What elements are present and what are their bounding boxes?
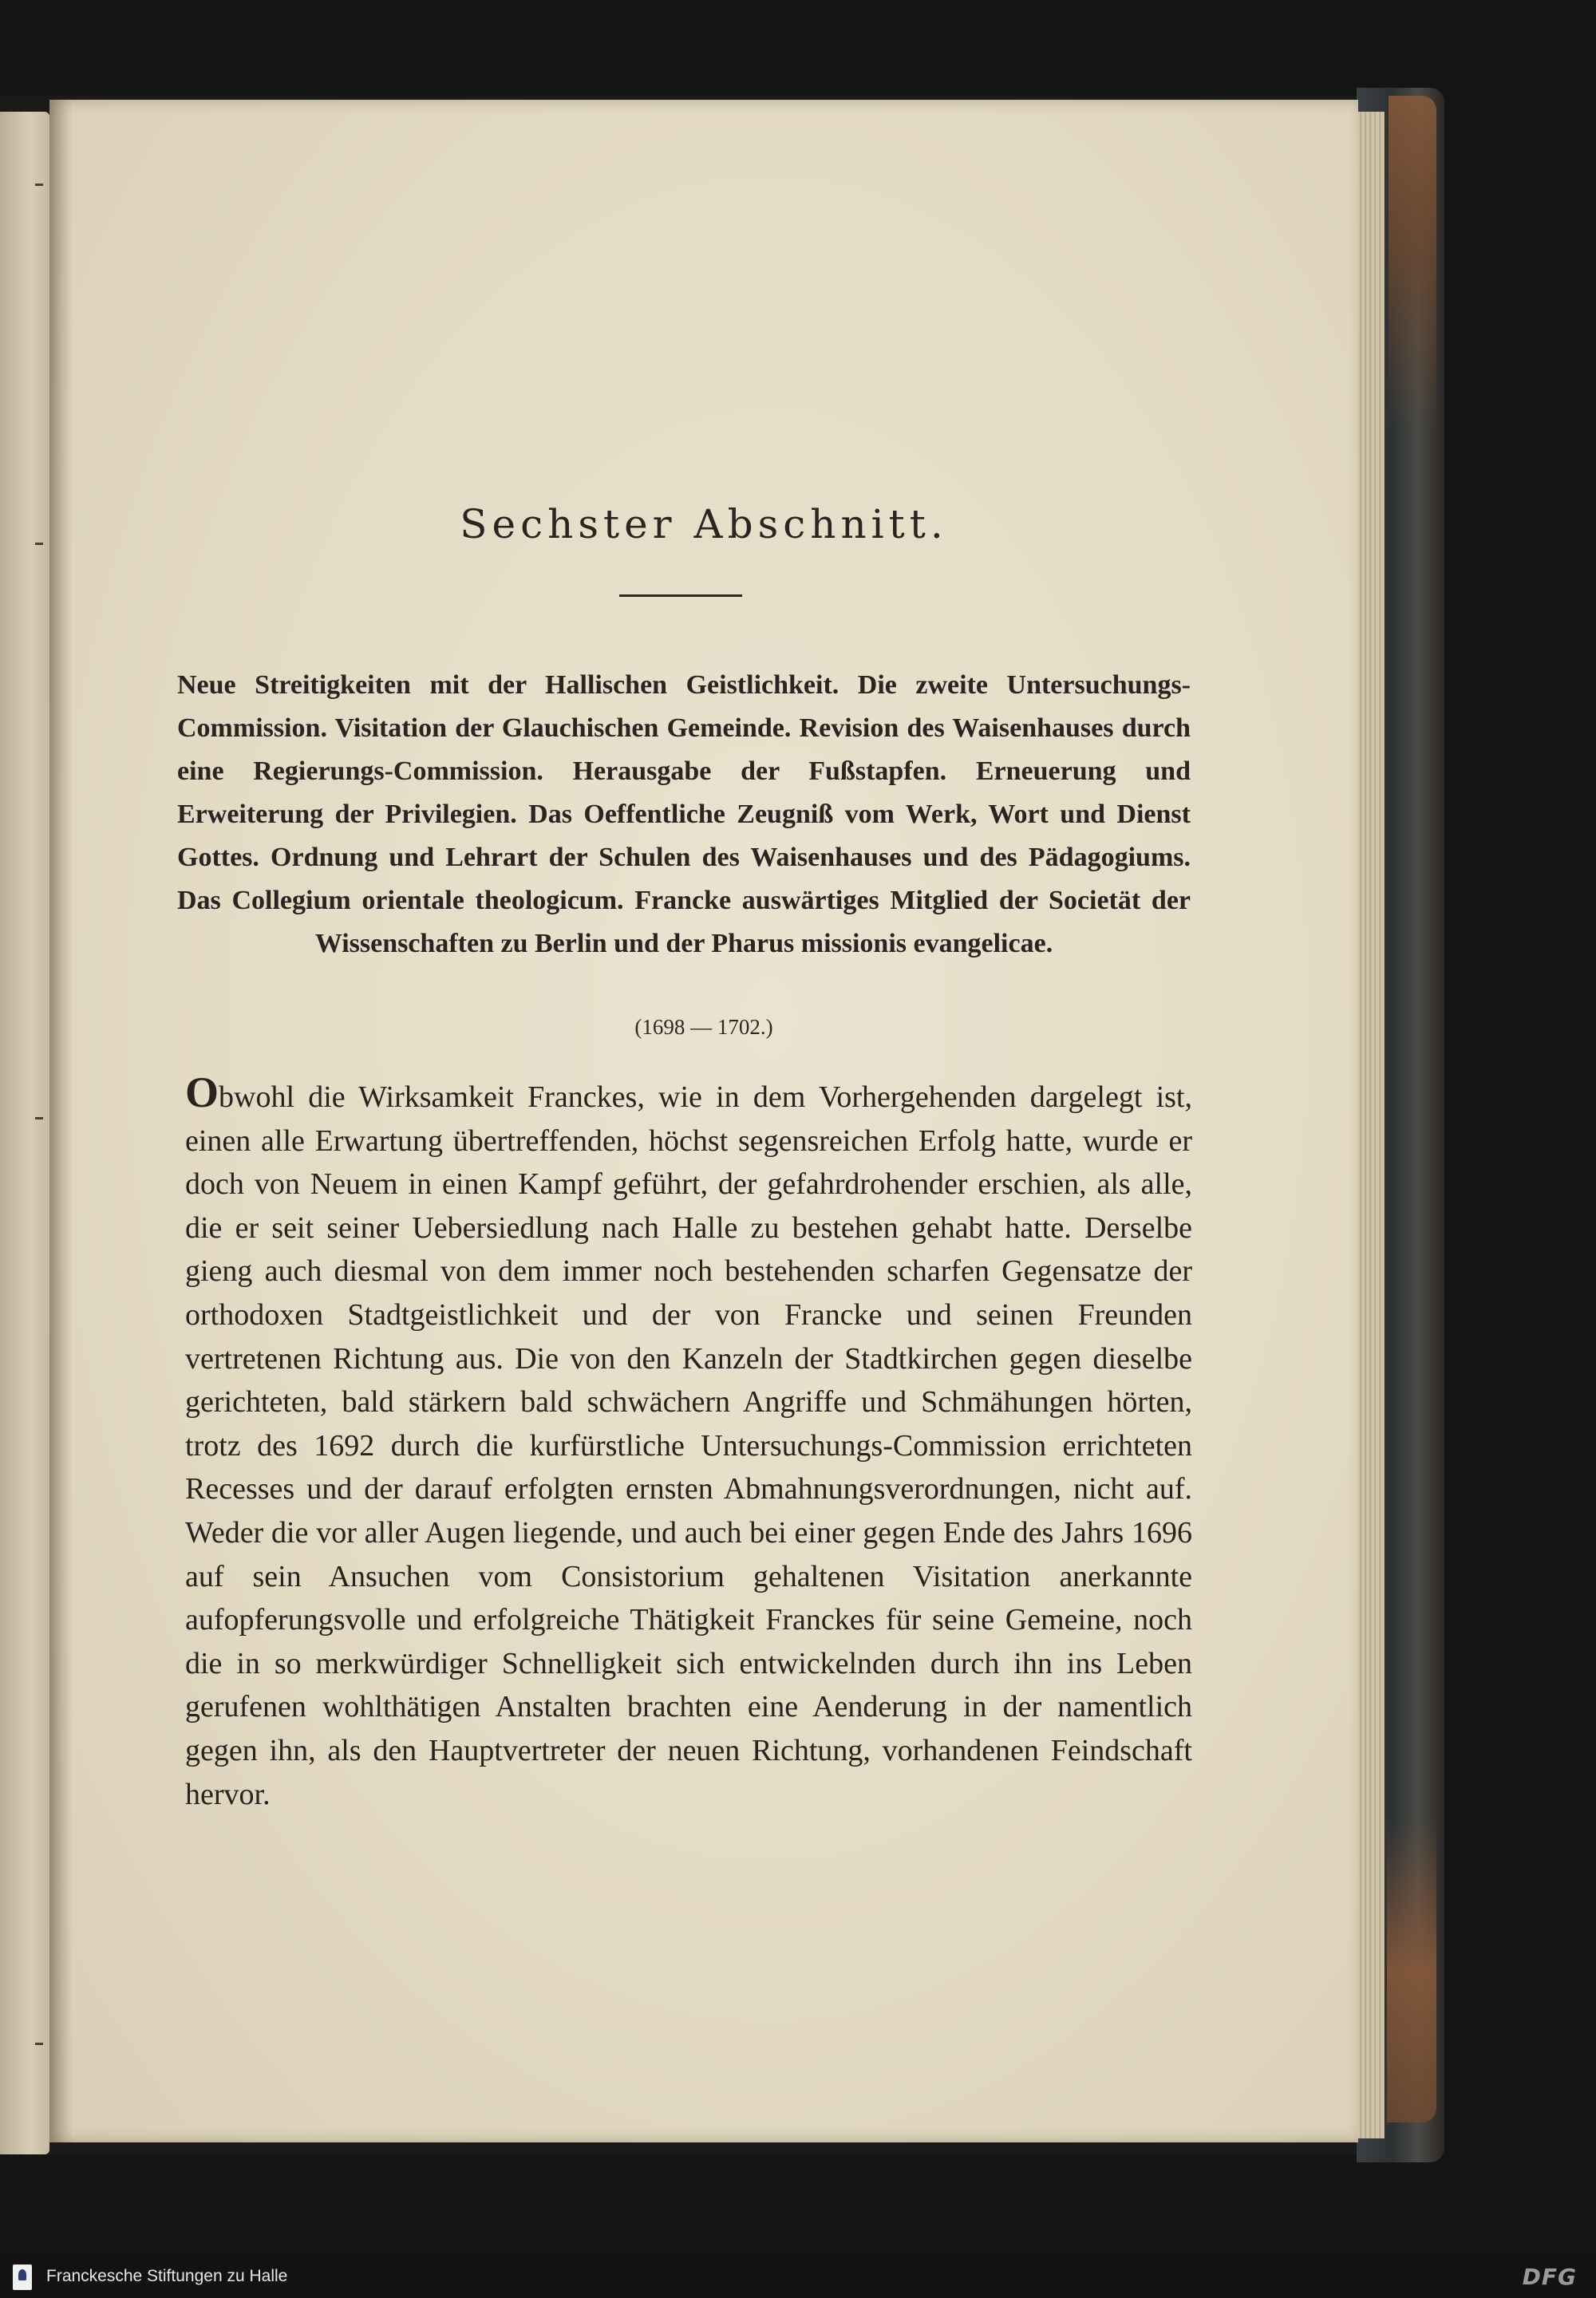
chapter-dates: (1698 — 1702.): [634, 1015, 773, 1039]
body-paragraph: [185, 1068, 1192, 1816]
institution-logo-icon: [13, 2264, 32, 2290]
page-mark: [35, 543, 43, 545]
institution-name: Franckesche Stiftungen zu Halle: [46, 2267, 288, 2285]
page-mark: [35, 1117, 43, 1119]
initial-letter: O: [185, 1068, 219, 1116]
cover-wear-bottom: [1387, 1819, 1436, 2122]
funder-logo: DFG: [1522, 2264, 1577, 2290]
page-mark: [35, 2043, 43, 2045]
chapter-summary: Neue Streitigkeiten mit der Hallischen Geistlichkeit. Die zweite Untersuchungs-Commission. Visitation der Glauchischen Gemeinde. Revision des Waisenhauses durch eine Regierungs-Commission. Herausgabe der Fußstapfen. Erneuerung und Erweiterung der Privilegien. Das Oeffentliche Zeugniß vom Werk, Wort und Dienst Gottes. Ordnung und Lehrart der Schulen des Waisenhauses und des Pädagogiums. Das Collegium orientale theologicum. Francke auswärtiges Mitglied der Societät der Wissenschaften zu Berlin und der Pharus missionis evangelicae.: [177, 670, 1191, 958]
viewer-footer: [0, 2257, 1596, 2298]
cover-wear-top: [1389, 96, 1436, 431]
title-divider: [619, 594, 742, 597]
chapter-title: Sechster Abschnitt.: [460, 501, 948, 547]
body-text: bwohl die Wirksamkeit Franckes, wie in dem Vorhergehenden dargelegt ist, einen alle Erwartung übertreffenden, höchst segensreichen Erfolg hatte, wurde er doch von Neuem in einen Kampf geführt, der gefahrdrohender erschien, als alle, die er seit seiner Uebersiedlung nach Halle zu bestehen gehabt hatte. Derselbe gieng auch diesmal von dem immer noch bestehenden scharfen Gegensatze der orthodoxen Stadtgeistlichkeit und der von Francke und seinen Freunden vertretenen Richtung aus. Die von den Kanzeln der Stadtkirchen gegen dieselbe gerichteten, bald stärkern bald schwächern Angriffe und Schmähungen hörten, trotz des 1692 durch die kurfürstliche Untersuchungs-Commission errichteten Recesses und der darauf erfolgten ernsten Abmahnungsverordnungen, nicht auf. Weder die vor aller Augen liegende, und auch bei einer gegen Ende des Jahrs 1696 auf sein Ansuchen vom Consistorium gehaltenen Visitation anerkannte aufopferungsvolle und erfolgreiche Thätigkeit Franckes für seine Gemeine, noch die in so merkwürdiger Schnelligkeit sich entwickelnden durch ihn ins Leben gerufenen wohlthätigen Anstalten brachten eine Aenderung in der namentlich gegen ihn, als den Hauptvertreter der neuen Richtung, vorhandenen Feindschaft hervor.: [185, 1080, 1192, 1811]
page-gutter-shadow: [49, 100, 73, 2142]
page-mark: [35, 184, 43, 186]
facing-page-edge: [0, 112, 49, 2154]
